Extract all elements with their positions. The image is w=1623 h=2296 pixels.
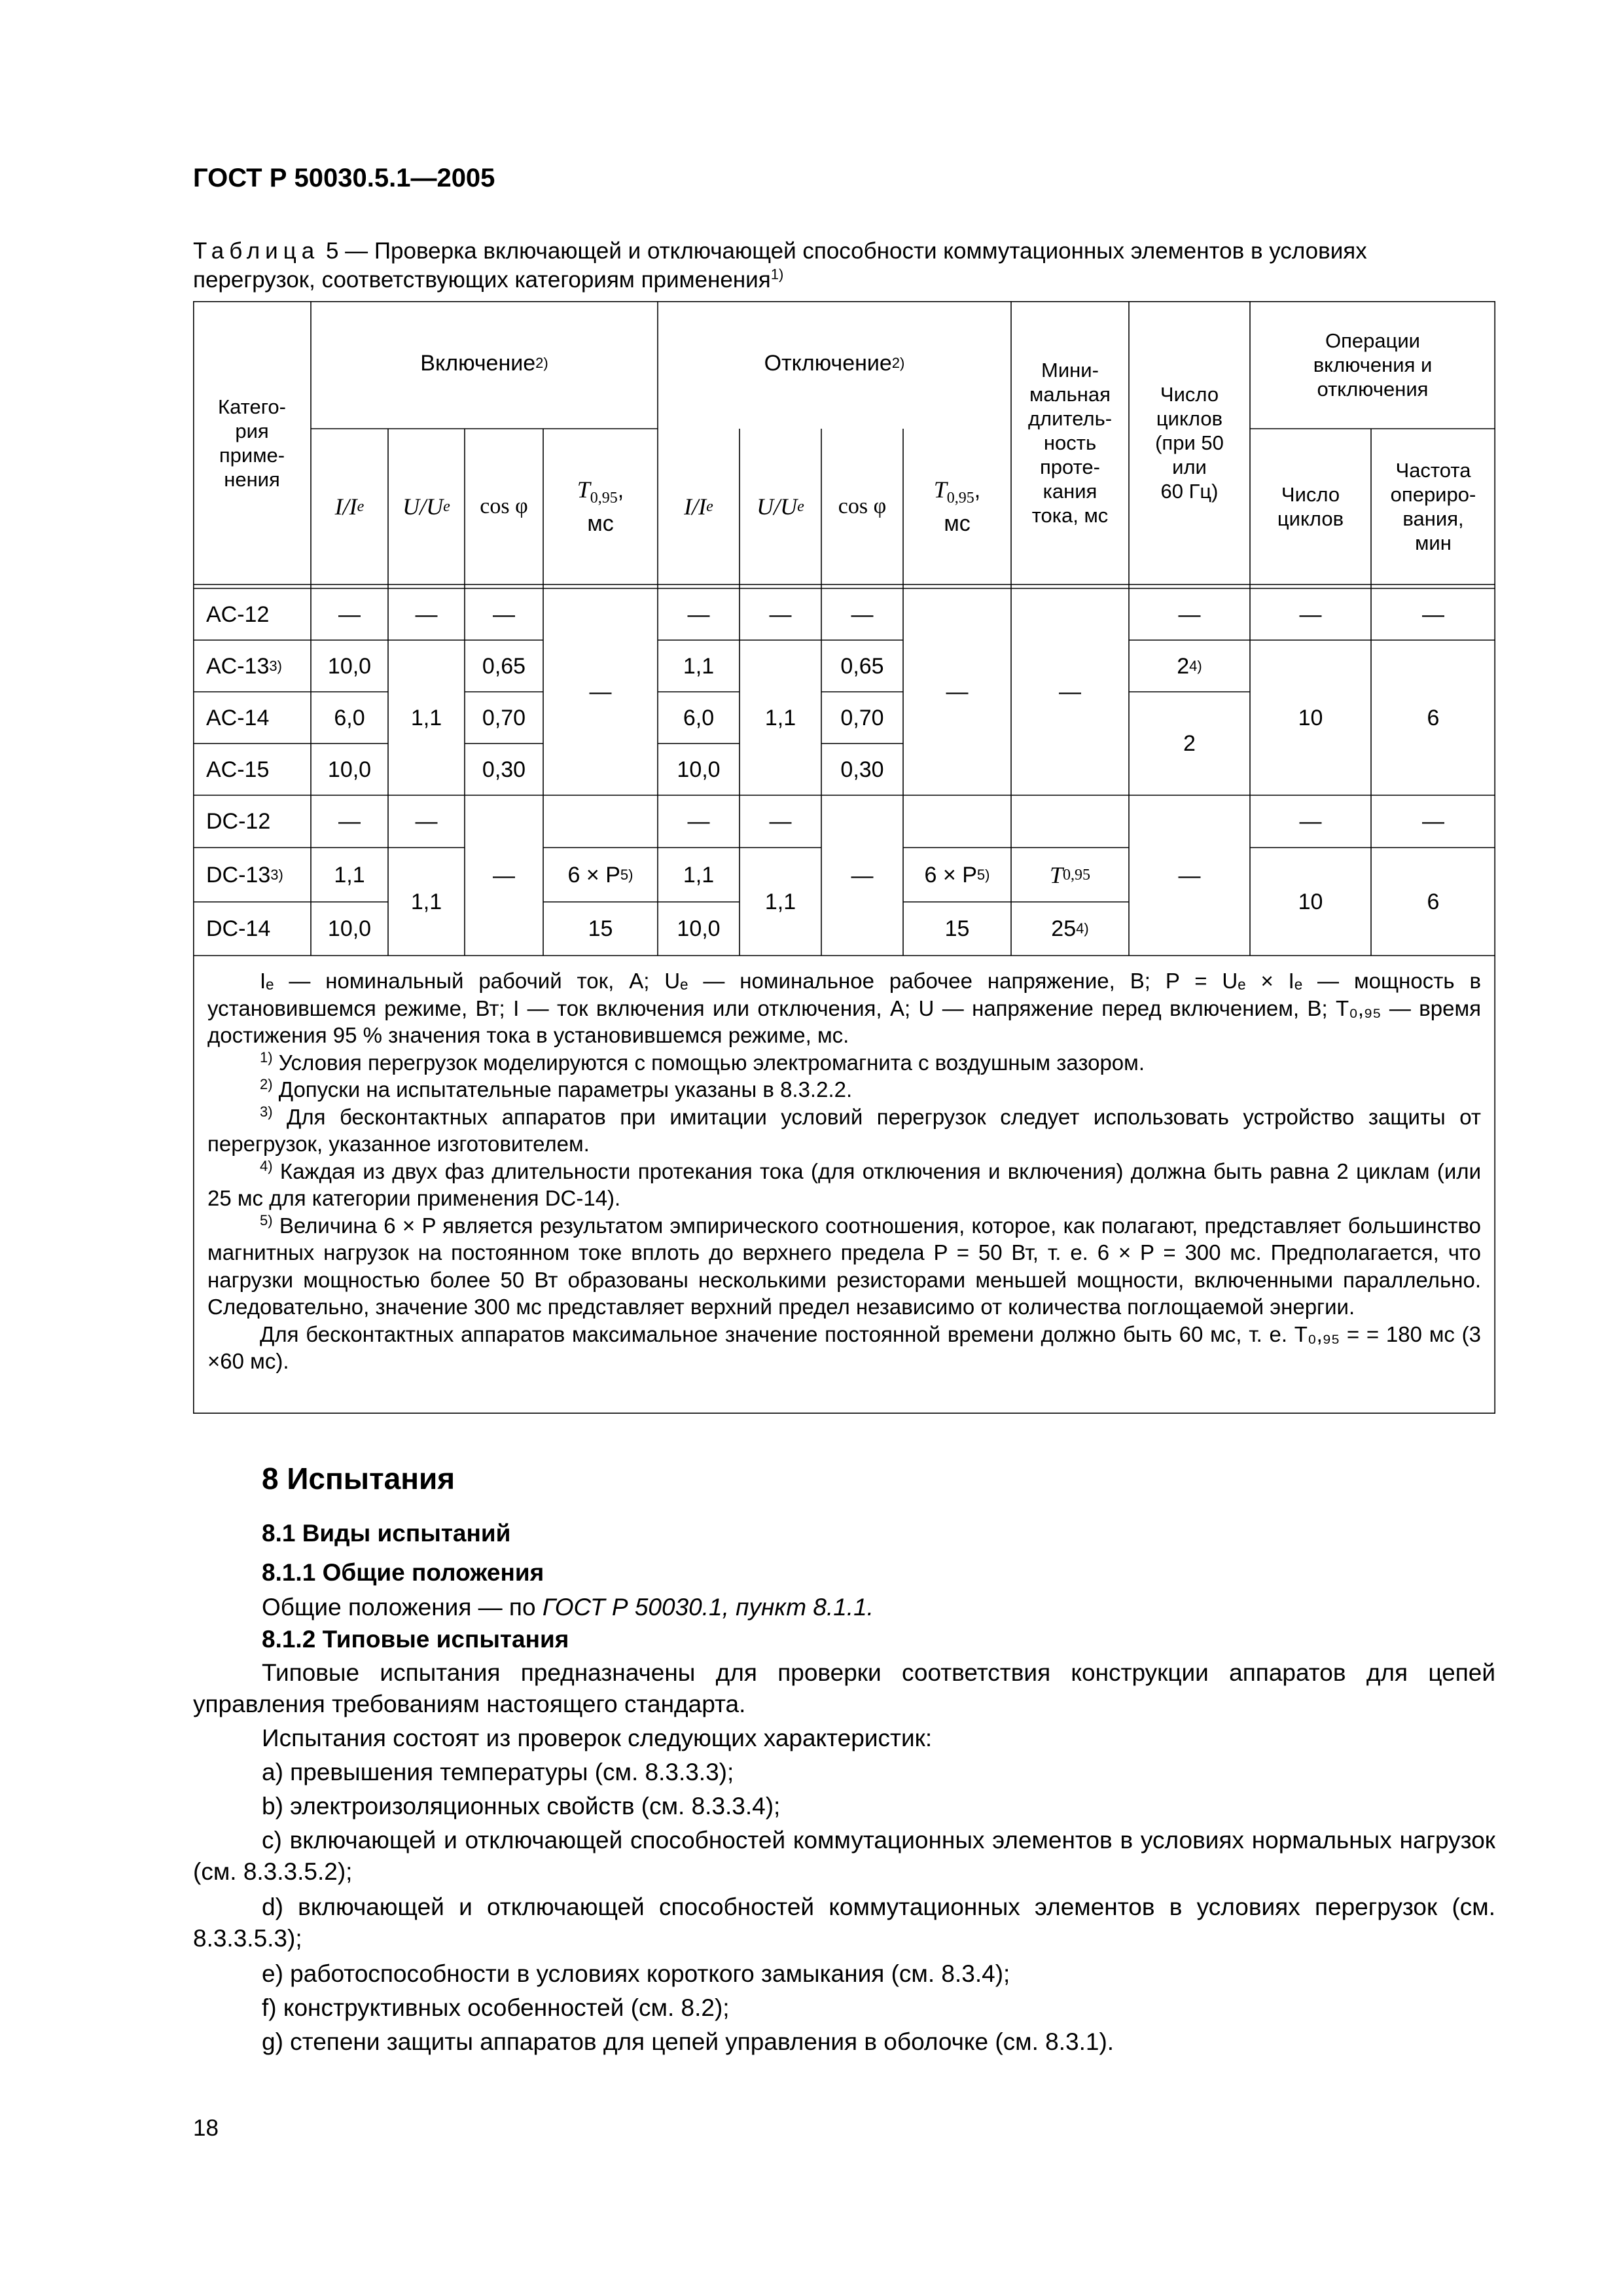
table-caption-label: Таблица <box>193 238 320 264</box>
paragraph-8-1-1-ref[interactable]: ГОСТ Р 50030.1, пункт 8.1.1. <box>542 1594 874 1621</box>
table-cell: — <box>415 601 438 627</box>
section-8-1-2-heading: 8.1.2 Типовые испытания <box>262 1626 569 1653</box>
note-3 <box>207 1103 1481 1158</box>
row-category-text: AC-12 <box>206 601 270 627</box>
cycles-value: 2 <box>1177 653 1190 679</box>
table-cell: — <box>687 601 710 627</box>
note-3-ref: 3) <box>260 1103 273 1120</box>
note-6: Для бесконтактных аппаратов максимальное значение постоянной времени должно быть 60 мс, т. е. T₀,₉₅ = = 180 мс (3 ×60 мс). <box>207 1321 1481 1373</box>
header-category: Катего- рия приме- нения <box>218 395 286 491</box>
six-p-text: 6 × P <box>567 862 620 888</box>
table-caption <box>193 237 1495 295</box>
note-4 <box>207 1158 1481 1212</box>
header-operations: Операции включения и отключения <box>1313 329 1433 401</box>
subheader-off-i <box>658 429 740 584</box>
table-cell: 0,65 <box>482 653 526 679</box>
table-cell: 1,1 <box>764 705 796 730</box>
table-cell: — <box>493 863 515 888</box>
note-1-ref: 1) <box>260 1049 273 1066</box>
table-cell: 1,1 <box>410 889 442 914</box>
table-cell: 15 <box>944 916 970 941</box>
header-switch-on-label: Включение <box>420 351 536 376</box>
row-category-text: AC-15 <box>206 757 270 782</box>
subheader-on-t: $T_{0,95}$, мс <box>577 476 624 537</box>
subheader-on-i-text: I/I <box>334 493 357 520</box>
row-category-text: DC-14 <box>206 916 271 941</box>
subheader-on-cos: cos φ <box>480 494 528 518</box>
row-category <box>193 744 311 795</box>
table-cell: 1,1 <box>334 862 365 888</box>
row-category <box>193 795 311 848</box>
table-cell: 6 <box>1427 705 1440 730</box>
table-cell: — <box>851 863 874 888</box>
table-cell: 1,1 <box>764 889 796 914</box>
note-1 <box>207 1049 1481 1077</box>
subheader-on-t-idx: 0,95 <box>590 489 618 507</box>
table-cell: 10,0 <box>327 916 372 941</box>
table-cell: 0,30 <box>840 757 884 782</box>
list-item: f) конструктивных особенностей (см. 8.2); <box>262 1994 730 2021</box>
subheader-on-u-idx: e <box>443 498 450 515</box>
row-category-text: DC-12 <box>206 809 271 834</box>
list-item: e) работоспособности в условиях короткого замыкания (см. 8.3.4); <box>262 1960 1010 1987</box>
table-cell: 10,0 <box>327 653 372 679</box>
standard-header: ГОСТ Р 50030.5.1—2005 <box>193 164 495 192</box>
list-item: a) превышения температуры (см. 8.3.3.3); <box>262 1759 734 1785</box>
table-cell: — <box>687 809 710 834</box>
table-cell: 15 <box>588 916 613 941</box>
subheader-on-t-text: T <box>577 476 590 503</box>
min-t-text: T <box>1049 861 1063 888</box>
six-p-text: 6 × P <box>924 862 977 888</box>
subheader-off-u-text: U/U <box>757 493 798 520</box>
subheader-on-t-unit: мс <box>587 511 614 537</box>
table-cell: — <box>1299 601 1322 627</box>
paragraph-8-1-1 <box>193 1592 1495 1623</box>
table-cell: 0,70 <box>840 705 884 730</box>
list-item: g) степени защиты аппаратов для цепей управления в оболочке (см. 8.3.1). <box>262 2028 1115 2055</box>
table-cell: — <box>338 601 361 627</box>
row-category: DC-13 3) <box>206 862 283 888</box>
subheader-off-t-unit: мс <box>944 511 971 537</box>
row-category <box>193 902 311 956</box>
table-cell: — <box>946 679 969 704</box>
subheader-off-u <box>740 429 821 584</box>
note-2-text: Допуски на испытательные параметры указаны в 8.3.2.2. <box>272 1077 853 1102</box>
table-cell: 1,1 <box>683 653 715 679</box>
table-notes <box>193 967 1495 1375</box>
table-cell: — <box>851 601 874 627</box>
table-cell: — <box>769 601 792 627</box>
subheader-off-t: $T_{0,95}$, мс <box>933 476 981 537</box>
note-5-ref: 5) <box>260 1211 273 1229</box>
table-cell: 2 4) <box>1177 653 1202 679</box>
notes-legend: Iₑ — номинальный рабочий ток, А; Uₑ — номинальное рабочее напряжение, В; P = Uₑ × Iₑ — мощность в установившемся режиме, Вт; I — ток включения или отключения, А; U — напряжение перед включением, В; T₀,₉₅ — время достижения 95 % значения тока в установившемся режиме, мс. <box>207 969 1481 1047</box>
table-cell: — <box>338 809 361 834</box>
table-cell: — <box>1299 809 1322 834</box>
table-cell: 10 <box>1298 705 1323 730</box>
table-caption-text: — Проверка включающей и отключающей способности коммутационных элементов в условиях перегрузок, соответствующих категориям применения <box>193 238 1367 293</box>
table-cell: 1,1 <box>683 862 715 888</box>
section-8-1-heading: 8.1 Виды испытаний <box>262 1520 511 1547</box>
table-caption-ref: 1) <box>770 266 784 283</box>
table-cell: 10,0 <box>677 757 721 782</box>
table-cell: — <box>1422 601 1444 627</box>
subheader-off-i-text: I/I <box>684 493 707 520</box>
note-5-text: Величина 6 × P является результатом эмпирического соотношения, которое, как полагают, представляет большинство магнитных нагрузок на постоянном токе вплоть до верхнего предела P = 50 Вт, т. е. 6 × P = 300 мс. Предполагается, что нагрузки мощностью более 50 Вт образованы несколькими резисторами меньшей мощности, включенными параллельно. Следовательно, значение 300 мс представляет верхний предел независимо от количества поглощаемой энергии. <box>207 1213 1481 1319</box>
list-item: c) включающей и отключающей способностей коммутационных элементов в условиях нормальных нагрузок (см. 8.3.3.5.2); <box>193 1827 1495 1885</box>
header-switch-on: Включение 2) <box>420 351 548 376</box>
table-cell: — <box>1059 679 1081 704</box>
note-3-text: Для бесконтактных аппаратов при имитации условий перегрузок следует использовать устройство защиты от перегрузок, указанное изготовителем. <box>207 1104 1481 1156</box>
table-cell: 25 4) <box>1051 916 1089 941</box>
table-cell: 0,65 <box>840 653 884 679</box>
header-switch-off-label: Отключение <box>764 351 892 376</box>
note-2 <box>207 1076 1481 1103</box>
table-cell: 6 × P 5) <box>567 862 633 888</box>
table-cell: — <box>1178 863 1201 888</box>
list-item: b) электроизоляционных свойств (см. 8.3.3.4); <box>262 1793 781 1820</box>
table-cell: 6 <box>1427 889 1440 914</box>
table-cell: — <box>493 601 515 627</box>
table-cell: 2 <box>1183 731 1196 756</box>
table-cell: — <box>589 679 612 704</box>
paragraph-8-1-1-prefix: Общие положения — по <box>262 1594 543 1621</box>
subheader-on-i-idx: e <box>357 498 365 515</box>
table-cell: 0,30 <box>482 757 526 782</box>
note-4-ref: 4) <box>260 1157 273 1174</box>
table-cell: — <box>415 809 438 834</box>
table-cell: 6,0 <box>334 705 365 730</box>
table-cell: 6,0 <box>683 705 715 730</box>
table-cell: 1,1 <box>410 705 442 730</box>
table-cell: 0,70 <box>482 705 526 730</box>
section-8-1-1-heading: 8.1.1 Общие положения <box>262 1559 544 1586</box>
note-1-text: Условия перегрузок моделируются с помощью электромагнита с воздушным зазором. <box>272 1050 1145 1075</box>
table-cell: 6 × P 5) <box>924 862 990 888</box>
list-item: d) включающей и отключающей способностей коммутационных элементов в условиях перегрузок (см. 8.3.3.5.3); <box>193 1893 1495 1952</box>
table-cell: — <box>1178 601 1201 627</box>
table-cell: — <box>769 809 792 834</box>
subheader-on-u-text: U/U <box>402 493 444 520</box>
paragraph-8-1-2: Типовые испытания предназначены для проверки соответствия конструкции аппаратов для цепей управления требованиям настоящего стандарта. <box>193 1659 1495 1717</box>
table-cell: 10 <box>1298 889 1323 914</box>
subheader-off-t-idx: 0,95 <box>946 489 974 507</box>
table-cell: — <box>1422 809 1444 834</box>
min-25-text: 25 <box>1051 916 1077 941</box>
subheader-on-i <box>311 429 388 584</box>
row-category-text: AC-14 <box>206 705 270 730</box>
subheader-on-u <box>388 429 465 584</box>
page-number: 18 <box>193 2115 219 2141</box>
row-category: AC-13 3) <box>206 653 282 679</box>
table-caption-number: 5 <box>325 238 339 264</box>
row-category <box>193 692 311 744</box>
table-cell: 10,0 <box>677 916 721 941</box>
header-ops-rate: Частота oпериро- вания, мин <box>1390 459 1476 554</box>
row-category-text: DC-13 <box>206 862 271 888</box>
subheader-off-u-idx: e <box>797 498 804 515</box>
table-cell <box>1011 848 1129 902</box>
row-category-text: AC-13 <box>206 653 270 679</box>
subheader-off-t-text: T <box>933 476 947 503</box>
row-category <box>193 588 311 640</box>
note-2-ref: 2) <box>260 1076 273 1092</box>
note-4-text: Каждая из двух фаз длительности протекания тока (для отключения и включения) должна быть равна 2 циклам (или 25 мс для категории применения DC-14). <box>207 1158 1481 1210</box>
header-min-duration: Мини- мальная длитель- ность проте- кания тока, мс <box>1027 359 1113 527</box>
subheader-off-i-idx: e <box>706 498 713 515</box>
subheader-off-cos: cos φ <box>838 494 887 518</box>
note-5 <box>207 1212 1481 1321</box>
section-8-heading: 8 Испытания <box>262 1462 455 1496</box>
table-cell: 10,0 <box>327 757 372 782</box>
header-ops-cycles: Число циклов <box>1277 483 1344 530</box>
header-cycles: Число циклов (при 50 или 60 Гц) <box>1155 383 1224 503</box>
min-t-idx: 0,95 <box>1063 866 1091 884</box>
paragraph-8-1-2-list-intro: Испытания состоят из проверок следующих характеристик: <box>262 1725 933 1751</box>
header-switch-off: Отключение 2) <box>764 351 905 376</box>
